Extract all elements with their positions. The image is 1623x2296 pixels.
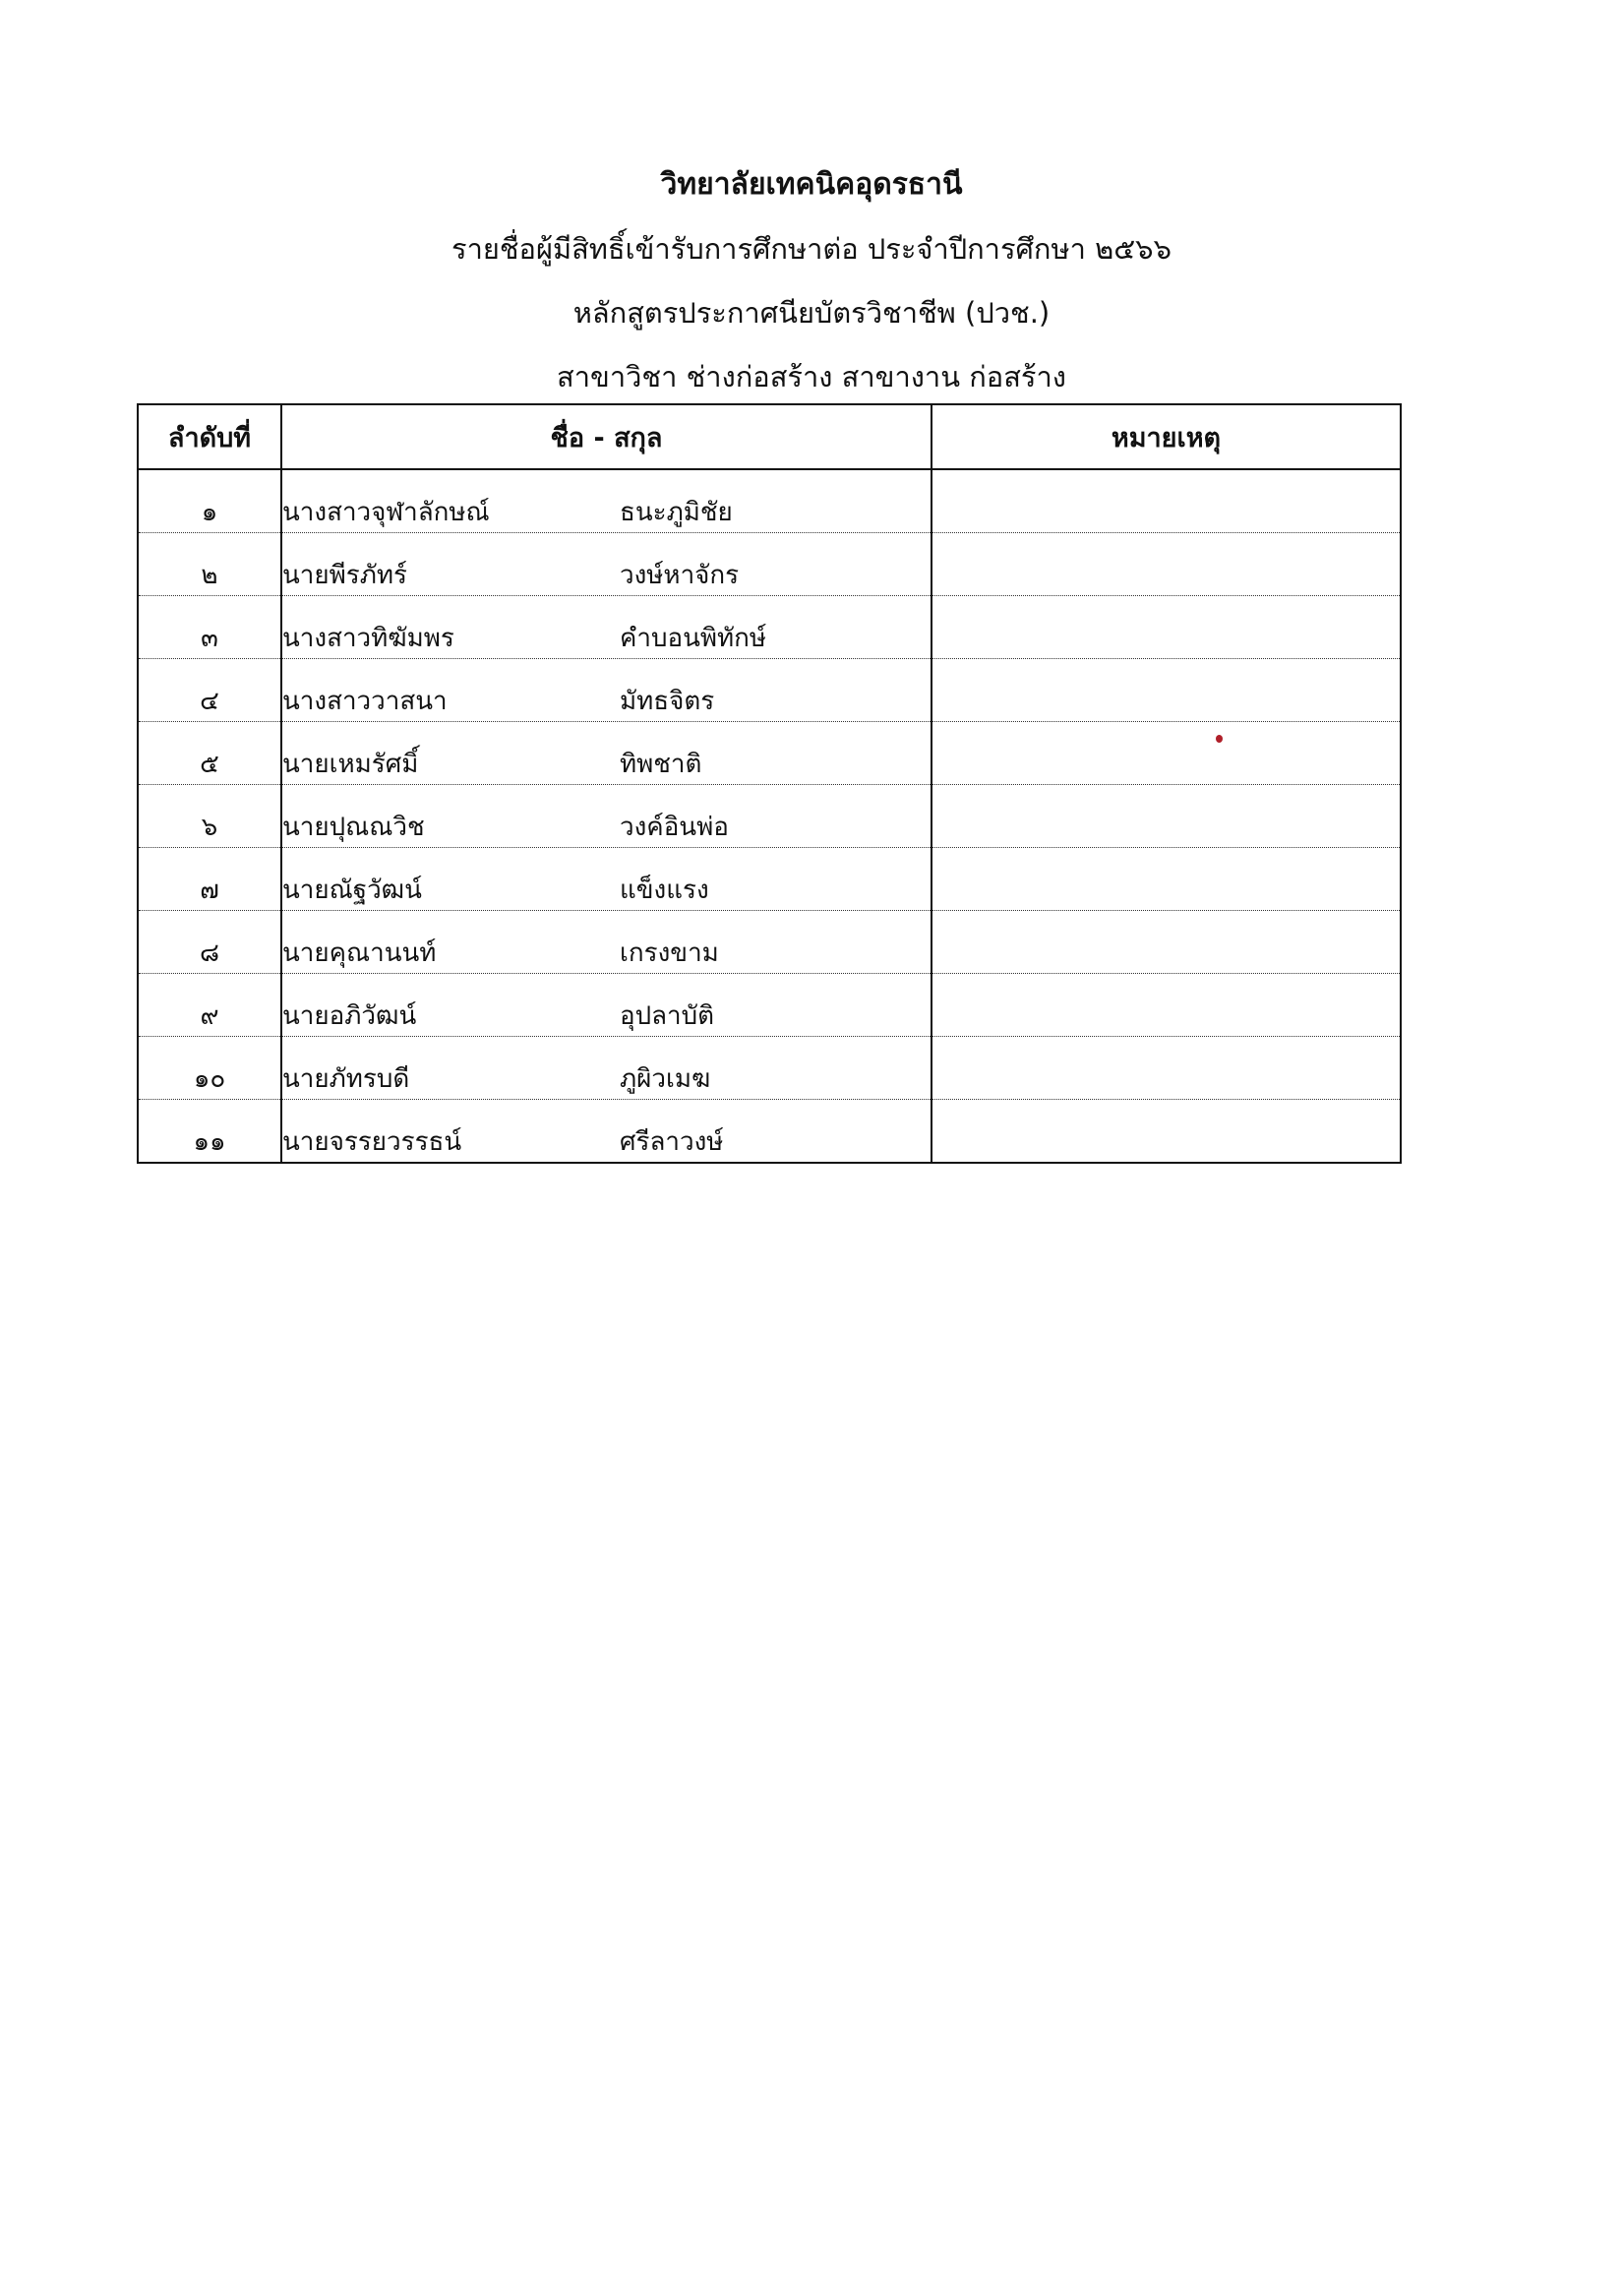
row-note <box>932 596 1401 659</box>
table-header <box>138 404 1401 469</box>
row-number: ๖ <box>138 785 281 848</box>
table-row <box>138 785 1401 848</box>
row-name-cell <box>281 1037 932 1100</box>
table-row <box>138 533 1401 596</box>
row-name-cell <box>281 596 932 659</box>
column-header-name: ชื่อ - สกุล <box>281 404 932 469</box>
column-header-note: หมายเหตุ <box>932 404 1401 469</box>
row-name-cell <box>281 533 932 596</box>
row-name-cell <box>281 785 932 848</box>
table-row <box>138 596 1401 659</box>
row-note <box>932 1100 1401 1164</box>
table-row <box>138 469 1401 533</box>
row-last-name: ศรีลาวงษ์ <box>620 1127 724 1157</box>
row-first-name: นายณัฐวัฒน์ <box>282 876 422 905</box>
table-row <box>138 911 1401 974</box>
row-name-cell <box>281 1100 932 1164</box>
column-header-no: ลำดับที่ <box>138 404 281 469</box>
table-row <box>138 1037 1401 1100</box>
student-roster-table <box>137 403 1402 1164</box>
row-name-cell <box>281 469 932 533</box>
row-first-name: นายพีรภัทร์ <box>282 561 407 590</box>
row-note <box>932 722 1401 785</box>
row-note <box>932 911 1401 974</box>
row-note <box>932 1037 1401 1100</box>
table-row <box>138 659 1401 722</box>
row-number: ๙ <box>138 974 281 1037</box>
row-note <box>932 848 1401 911</box>
row-note <box>932 659 1401 722</box>
row-last-name: มัทธจิตร <box>620 687 715 716</box>
row-note <box>932 469 1401 533</box>
row-name-cell <box>281 659 932 722</box>
table-header-row <box>138 404 1401 469</box>
row-note <box>932 974 1401 1037</box>
ink-dot-mark <box>1216 735 1223 743</box>
row-note <box>932 533 1401 596</box>
row-last-name: แข็งแรง <box>620 876 709 905</box>
row-number: ๕ <box>138 722 281 785</box>
row-last-name: เกรงขาม <box>620 938 719 968</box>
row-number: ๑๑ <box>138 1100 281 1164</box>
row-last-name: วงค์อินพ่อ <box>620 813 729 842</box>
row-note <box>932 785 1401 848</box>
row-last-name: ธนะภูมิชัย <box>620 498 733 527</box>
document-subtitle-major: สาขาวิชา ช่างก่อสร้าง สาขางาน ก่อสร้าง <box>557 360 1066 393</box>
row-first-name: นางสาววาสนา <box>282 687 448 716</box>
row-last-name: คำบอนพิทักษ์ <box>620 624 767 653</box>
row-number: ๗ <box>138 848 281 911</box>
row-last-name: วงษ์หาจักร <box>620 561 740 590</box>
row-first-name: นายอภิวัฒน์ <box>282 1001 417 1031</box>
row-first-name: นายคุณานนท์ <box>282 938 437 968</box>
document-subtitle-program: หลักสูตรประกาศนียบัตรวิชาชีพ (ปวช.) <box>572 296 1051 330</box>
row-number: ๘ <box>138 911 281 974</box>
table-body <box>138 469 1401 1163</box>
row-name-cell <box>281 722 932 785</box>
row-number: ๑ <box>138 469 281 533</box>
row-last-name: ภูผิวเมฆ <box>620 1064 711 1094</box>
row-name-cell <box>281 974 932 1037</box>
table-row <box>138 722 1401 785</box>
document-title: วิทยาลัยเทคนิคอุดรธานี <box>660 167 963 202</box>
row-last-name: อุปลาบัติ <box>620 1001 715 1031</box>
document-subtitle-list: รายชื่อผู้มีสิทธิ์เข้ารับการศึกษาต่อ ประจำปีการศึกษา ๒๕๖๖ <box>451 232 1172 266</box>
table-row <box>138 974 1401 1037</box>
row-number: ๔ <box>138 659 281 722</box>
table-row <box>138 848 1401 911</box>
row-first-name: นางสาวจุฬาลักษณ์ <box>282 498 490 527</box>
row-number: ๒ <box>138 533 281 596</box>
row-name-cell <box>281 848 932 911</box>
row-name-cell <box>281 911 932 974</box>
row-number: ๓ <box>138 596 281 659</box>
row-first-name: นายปุณณวิช <box>282 813 425 842</box>
row-first-name: นายจรรยวรรธน์ <box>282 1127 462 1157</box>
row-first-name: นางสาวทิฆัมพร <box>282 624 454 653</box>
row-first-name: นายภัทรบดี <box>282 1064 410 1094</box>
row-first-name: นายเหมรัศมิ์ <box>282 750 419 779</box>
row-number: ๑๐ <box>138 1037 281 1100</box>
row-last-name: ทิพชาติ <box>620 750 702 779</box>
table-row <box>138 1100 1401 1164</box>
